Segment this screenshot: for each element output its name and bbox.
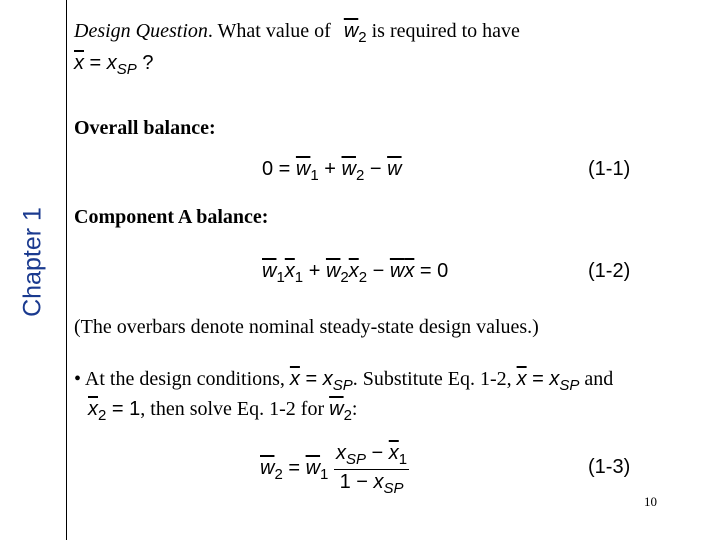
equation-1-1: $0 = \overline{w}_1 + \overline{w}_2 - \overline{w}$ [262,158,402,184]
design-question-line2: $\overline{x} = x_{SP}$ ? [74,52,154,78]
overbar-note: (The overbars denote nominal steady-state design values.) [74,316,539,338]
equation-label-1-3: (1-3) [588,456,631,478]
equation-1-3: $\overline{w}_2 = \overline{w}_1$ $\frac{x_{SP} - \overline{x}_1}{1 - x_{SP}}$ [260,442,408,497]
design-question-line1: Design Question. What value of $\overline{w}_2$ is required to have [74,20,520,46]
fraction: $\frac{x_{SP} - \overline{x}_1}{1 - x_{SP}}$ [335,442,408,497]
divider-line [66,0,67,540]
page-number: 10 [644,494,657,509]
component-balance-heading: Component A balance: [74,206,269,228]
equation-1-2: $\overline{w}_1\overline{x}_1 + \overline{w}_2\overline{x}_2 - \overline{w}\overline{x} = 0$ [262,260,449,286]
w2-bar: $\overline{w}_2$ [343,20,367,46]
bullet-marker: • [74,368,82,390]
bullet-line1: • At the design conditions, $\overline{x} = x_{SP}$. Substitute Eq. 1-2, $\overline{x} = x_{SP}$ and [74,368,614,394]
equation-label-1-2: (1-2) [588,260,631,282]
chapter-label: Chapter 1 [18,207,47,317]
equation-label-1-1: (1-1) [588,158,631,180]
bullet-line2: $\overline{x}_2 = 1$, then solve Eq. 1-2 for $\overline{w}_2$: [88,398,358,424]
overall-balance-heading: Overall balance: [74,117,216,139]
sidebar [0,0,66,540]
design-question-label: Design Question [74,20,208,42]
